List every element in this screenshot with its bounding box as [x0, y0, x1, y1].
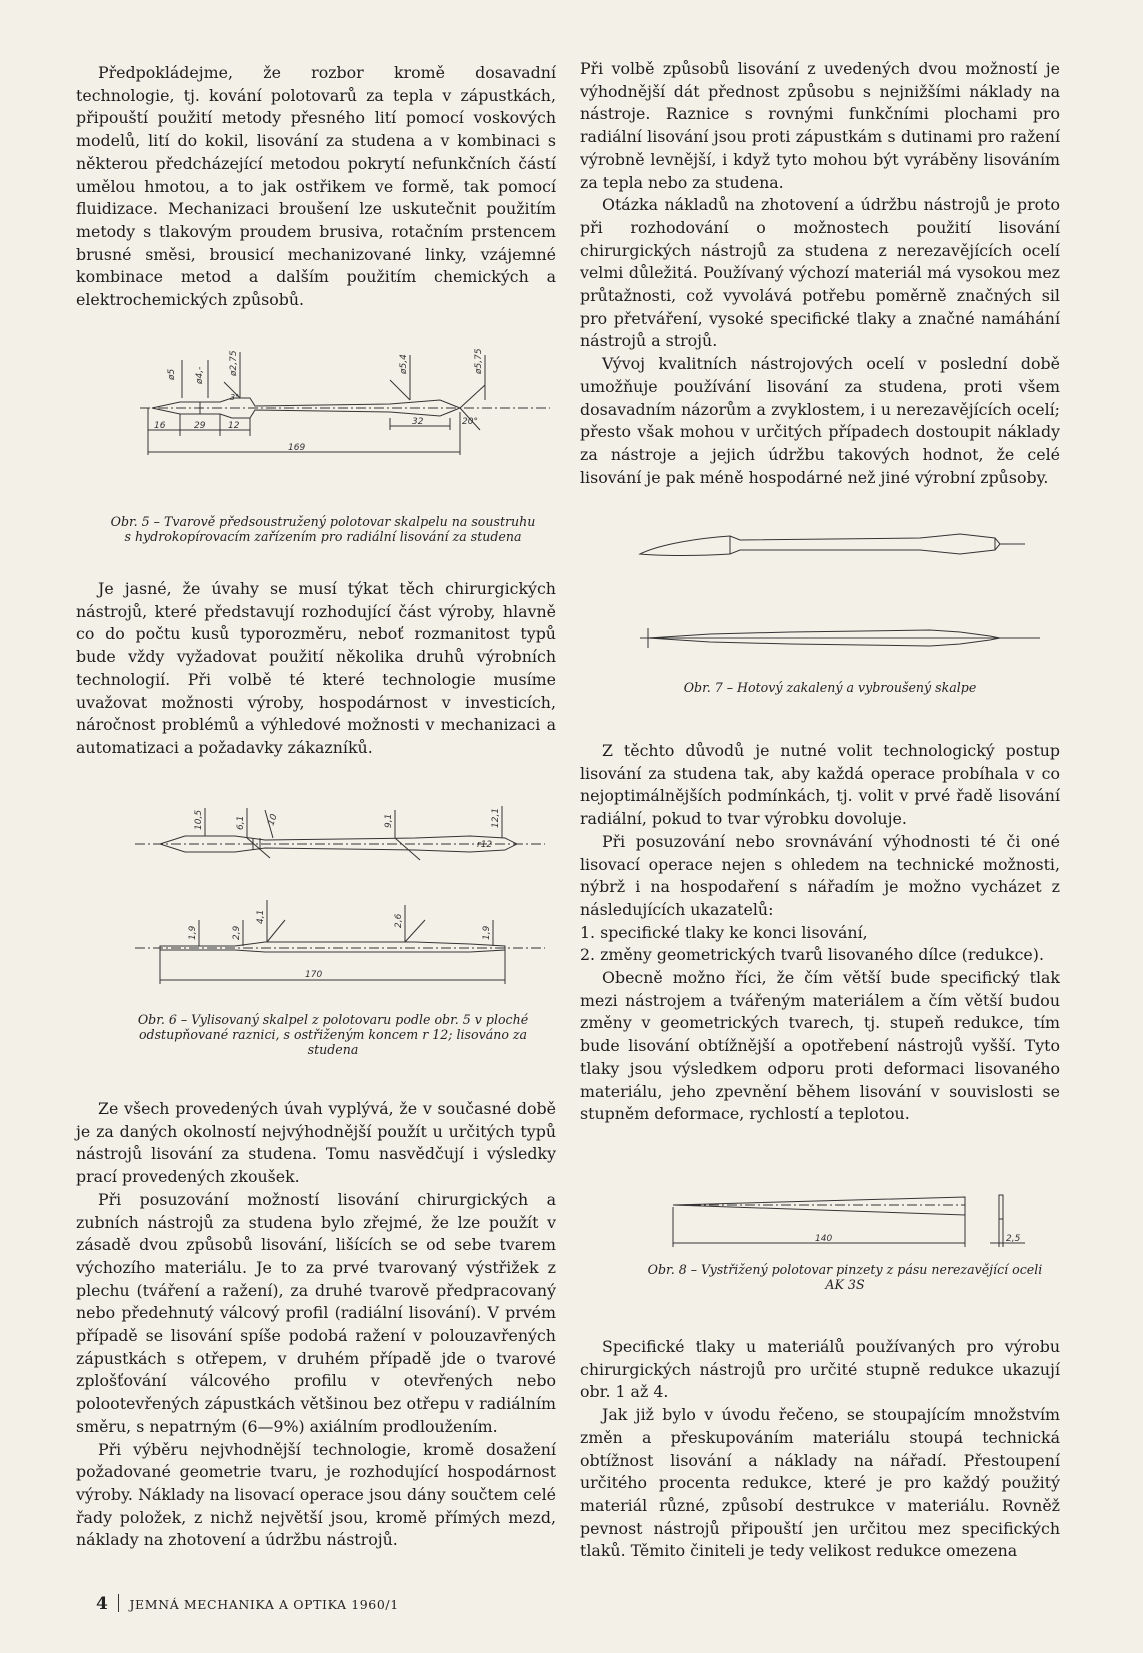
dim-label: 169 — [288, 443, 306, 453]
dim-label: 12 — [228, 421, 240, 431]
caption-line: AK 3S — [825, 1277, 865, 1292]
dim-label: 20° — [462, 417, 478, 427]
dim-label: 16 — [154, 421, 166, 431]
page-number: 4 — [96, 1594, 109, 1614]
dim-label: ø5,4 — [399, 354, 409, 374]
journal-title: JEMNÁ MECHANIKA A OPTIKA 1960/1 — [129, 1597, 399, 1612]
dim-label: 12,1 — [491, 807, 501, 828]
body-paragraph: Obecně možno říci, že čím větší bude specifický tlak mezi nástrojem a tvářeným materiálem a čím větší budou změny v geometrických tvarech, tj. stupeň redukce, tím bude lisování obtížnější a opotřebení nástrojů vyšší. Tyto tlaky jsou výsledkem odporu proti deformaci lisovaného materiálu, jeho zpevnění během lisování v souvislosti se stupněm deformace, rychlostí a teplotou. — [580, 968, 1060, 1124]
body-paragraph: Jak již bylo v úvodu řečeno, se stoupajícím množstvím změn a přeskupováním materiálu stoupá technická obtížnost lisování a náklady na nářadí. Přestoupení určitého procenta redukce, které je pro každý použitý materiál různé, způsobí destrukce v materiálu. Rovněž pevnost nástrojů připouští jen určitou mez specifických tlaků. Těmito činiteli je tedy velikost redukce omezena — [580, 1405, 1060, 1561]
caption-line: Obr. 8 – Vystřižený polotovar pinzety z pásu nerezavějící oceli — [647, 1262, 1043, 1277]
figure-5-drawing — [140, 340, 560, 480]
body-paragraph: Při volbě způsobů lisování z uvedených dvou možností je výhodnější dát přednost způsobu s nejnižšími náklady na nástroje. Raznice s rovnými funkčními plochami pro radiální lisování jsou proti zápustkám s dutinami pro ražení výrobně levnější, i když tyto mohou být vyráběny lisováním za tepla nebo za studena. — [580, 59, 1060, 192]
body-paragraph: Otázka nákladů na zhotovení a údržbu nástrojů je proto při rozhodování o možnostech použití lisování chirurgických nástrojů za studena z nerezavějících ocelí velmi důležitá. Používaný výchozí materiál má vysokou mez průtažnosti, což vyvolává potřebu poměrně značných sil pro přetváření, vysoké specifické tlaky a značné namáhání nástrojů a strojů. — [580, 195, 1060, 351]
dim-label: 9,1 — [384, 813, 394, 828]
dim-label: 32 — [412, 417, 424, 427]
footer-divider — [118, 1594, 119, 1612]
dim-label: 6,1 — [236, 815, 246, 830]
body-paragraph: Z těchto důvodů je nutné volit technologický postup lisování za studena tak, aby každá operace probíhala v co nejoptimálnějších podmínkách, tj. volit v prvé řadě lisování radiální, pokud to tvar výrobku dovoluje. — [580, 741, 1060, 829]
dim-label: 2,9 — [232, 925, 242, 940]
body-paragraph: Specifické tlaky u materiálů používaných pro výrobu chirurgických nástrojů pro určité stupně redukce ukazují obr. 1 až 4. — [580, 1337, 1060, 1402]
body-paragraph: Při posuzování možností lisování chirurgických a zubních nástrojů za studena bylo zřejmé, že lze použít v zásadě dvou způsobů lisování, lišících se od sebe tvarem výchozího materiálu. Je to za prvé tvarovaný výstřižek z plechu (tváření a ražení), za druhé tvarově předpracovaný nebo předehnutý válcový profil (radiální lisování). V prvém případě se lisování spíše podobá ražení v polouzavřených zápustkách s otřepem, v druhém případě jde o tvarové zplošťování válcového profilu v otevřených nebo polootevřených zápustkách většinou bez otřepu v radiálním směru, s nepatrným (6—9%) axiálním prodloužením. — [76, 1189, 556, 1436]
figure-7-caption — [620, 680, 1040, 695]
dim-label: 10,5 — [194, 809, 204, 830]
figure-8-drawing — [665, 1185, 1045, 1265]
list-item: 1. specifické tlaky ke konci lisování, — [580, 922, 868, 942]
dim-label: 140 — [815, 1234, 833, 1244]
caption-line: Obr. 7 – Hotový zakalený a vybroušený skalpe — [683, 680, 977, 695]
caption-line: Obr. 5 – Tvarově předsoustružený polotovar skalpelu na soustruhu — [110, 514, 536, 529]
left-column — [76, 62, 556, 312]
dim-label: ø5,75 — [474, 348, 484, 374]
caption-line: odstupňované raznici, s ostřiženým koncem r 12; lisováno za — [138, 1027, 528, 1042]
right-column-bottom — [580, 1336, 1060, 1563]
dim-label: ø2,75 — [229, 350, 239, 376]
dim-label: 170 — [305, 970, 323, 980]
dim-label: 10 — [266, 812, 280, 828]
dim-label: 3° — [230, 393, 240, 402]
figure-6-drawing — [135, 800, 555, 990]
dim-label: 29 — [194, 421, 206, 431]
figure-8-caption — [600, 1262, 1090, 1292]
caption-line: studena — [307, 1042, 359, 1057]
page-footer — [96, 1594, 399, 1614]
body-paragraph: Je jasné, že úvahy se musí týkat těch chirurgických nástrojů, které představují rozhodující část výroby, hlavně co do počtu kusů typorozměru, neboť rozmanitost typů bude vždy vyžadovat použití několika druhů výrobních technologií. Při volbě té které technologie musíme uvažovat možnosti výroby, hospodárnost v investicích, náročnost problémů a výhledové možnosti v mechanizaci a automatizaci a požadavky zákazníků. — [76, 579, 556, 757]
dim-label: 4,1 — [256, 909, 266, 924]
body-paragraph: Při posuzování nebo srovnávání výhodnosti té či oné lisovací operace nejen s ohledem na technické možnosti, nýbrž i na hospodaření s nářadím je možno vycházet z následujících ukazatelů: — [580, 831, 1060, 919]
scalpel-pressed-drawing — [135, 800, 555, 990]
dim-label: ø5 — [167, 368, 177, 380]
figure-6-caption — [88, 1012, 578, 1057]
right-column — [580, 58, 1060, 489]
body-paragraph: Ze všech provedených úvah vyplývá, že v současné době je za daných okolností nejvýhodnější použít u určitých typů nástrojů lisování za studena. Tomu nasvědčují i výsledky prací provedených zkoušek. — [76, 1099, 556, 1187]
dim-label: 1,9 — [188, 925, 198, 940]
dim-label: 1,9 — [482, 925, 492, 940]
body-paragraph: Vývoj kvalitních nástrojových ocelí v poslední době umožňuje používání lisování za studena, proti všem dosavadním názorům a zvyklostem, i u nerezavějících ocelí; přesto však mohou v určitých případech dostoupit náklady za nástroje a jejich údržbu takových hodnot, že celé lisování je pak méně hospodárné než jiné výrobní způsoby. — [580, 354, 1060, 487]
tweezer-blank-drawing — [665, 1185, 1045, 1265]
figure-7-drawing — [630, 520, 1050, 660]
dim-label: r12 — [477, 840, 493, 850]
caption-line: Obr. 6 – Vylisovaný skalpel z polotovaru podle obr. 5 v ploché — [137, 1012, 529, 1027]
dim-label: 2,5 — [1006, 1234, 1021, 1244]
finished-scalpel-drawing — [630, 520, 1050, 660]
right-column-middle — [580, 740, 1060, 1126]
caption-line: s hydrokopírovacím zařízením pro radiální lisování za studena — [124, 529, 522, 544]
list-item: 2. změny geometrických tvarů lisovaného dílce (redukce). — [580, 945, 1044, 965]
dim-label: ø4,- — [195, 366, 205, 384]
body-paragraph: Při výběru nejvhodnější technologie, kromě dosažení požadované geometrie tvaru, je rozhodující hospodárnost výroby. Náklady na lisovací operace jsou dány součtem celé řady položek, z nichž největší jsou, kromě přímých mezd, náklady na zhotovení a údržbu nástrojů. — [76, 1439, 556, 1550]
scalpel-blank-drawing — [140, 340, 560, 480]
dim-label: 2,6 — [394, 913, 404, 928]
body-paragraph: Předpokládejme, že rozbor kromě dosavadní technologie, tj. kování polotovarů za tepla v zápustkách, připouští použití metody přesného lití pomocí voskových modelů, lití do kokil, lisování za studena a v kombinaci s některou předcházející metodou pokrytí nefunkčních částí umělou hmotou, a to jak ostřikem ve formě, tak pomocí fluidizace. Mechanizaci broušení lze uskutečnit použitím metody s tlakovým proudem brusiva, rotačním prstencem brusné směsi, brousicí mechanizované linky, vzájemné kombinace metod a dalším použitím chemických a elektrochemických způsobů. — [76, 63, 556, 310]
left-column-bottom — [76, 1098, 556, 1552]
left-column-middle — [76, 578, 556, 760]
figure-5-caption — [78, 514, 568, 544]
